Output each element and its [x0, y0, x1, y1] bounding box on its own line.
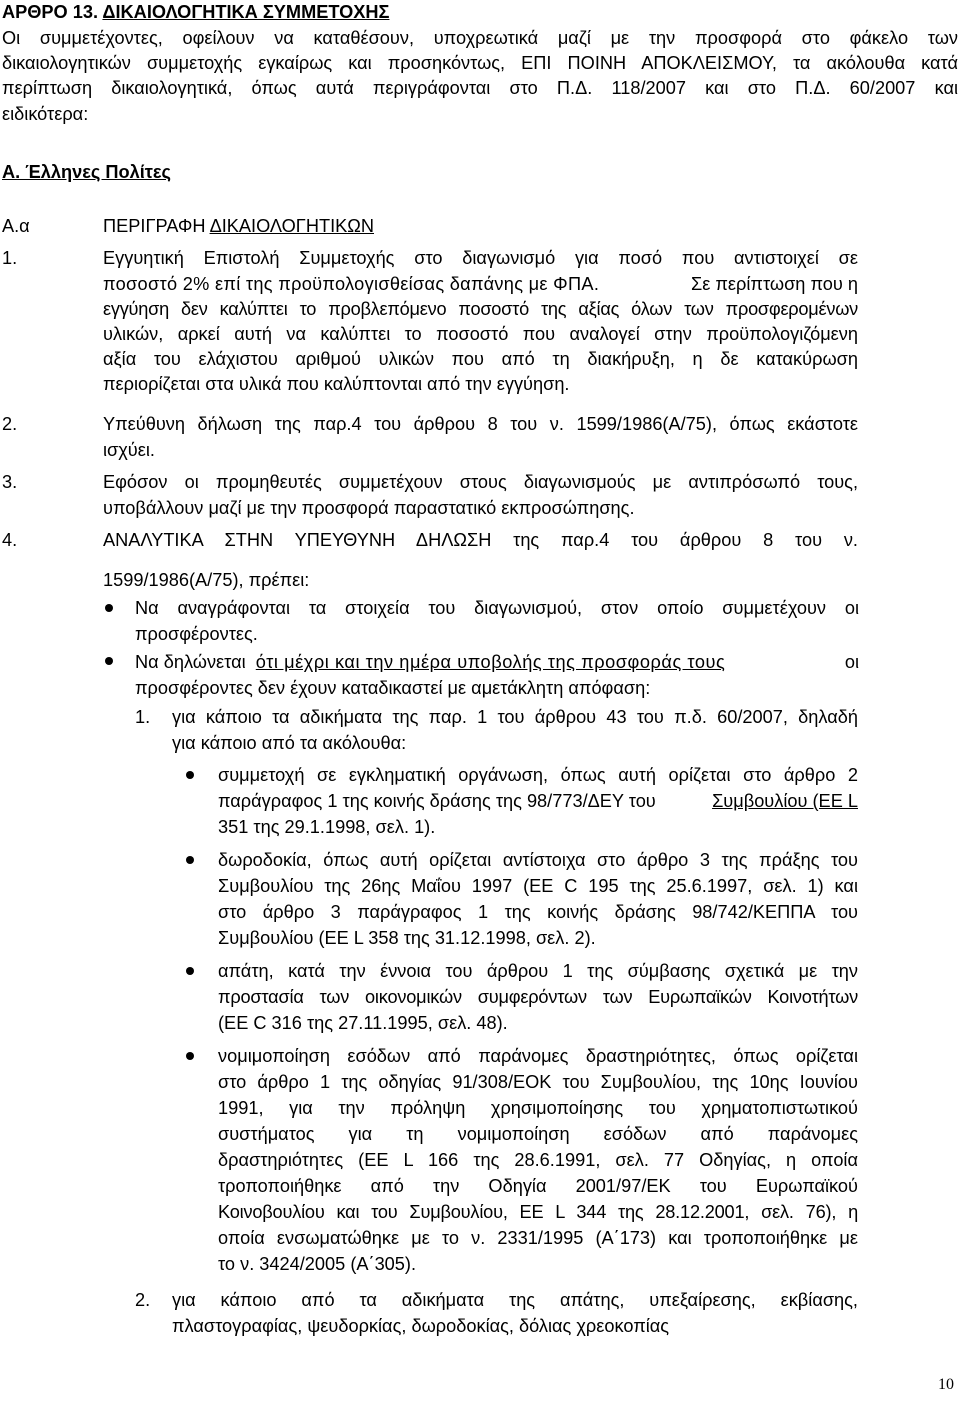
- item-1-line-4: υλικών, αρκεί αυτή να καλύπτει το ποσοστό που αναλογεί στην προϋπολογιζόμενη: [103, 324, 858, 344]
- sub-1-line-1: για κάποιο τα αδικήματα της παρ. 1 του άρθρου 43 του π.δ. 60/2007, δηλαδή: [172, 707, 858, 727]
- sub-2-line-1: για κάποιο από τα αδικήματα της απάτης, υπεξαίρεσης, εκβίασης,: [172, 1290, 858, 1310]
- item-1-line-5: αξία του ελάχιστου αριθμού υλικών που από τη διακήρυξη, η δε κατακύρωση: [103, 349, 858, 369]
- subbullet-1-line-2: [218, 789, 858, 813]
- item-2-number: 2.: [2, 414, 18, 434]
- bullet-2-emphasis: ότι μέχρι και την ημέρα υποβολής της προσφοράς τους: [255, 652, 726, 672]
- item-3-line-2: υποβάλλουν μαζί με την προσφορά παραστατικό εκπροσώπησης.: [103, 498, 635, 518]
- item-1-line-3: εγγύηση δεν καλύπτει το προβλεπόμενο ποσοστό της αξίας όλων των προσφερομένων: [103, 299, 858, 319]
- subbullet-2-line-1: δωροδοκία, όπως αυτή ορίζεται αντίστοιχα στο άρθρο 3 της πράξης του: [218, 850, 858, 870]
- item-2-line-1: Υπεύθυνη δήλωση της παρ.4 του άρθρου 8 του ν. 1599/1986(Α/75), όπως εκάστοτε: [103, 414, 858, 434]
- intro-line-3: περίπτωση δικαιολογητικά, όπως αυτά περιγράφονται στο Π.Δ. 118/2007 και στο Π.Δ. 60/2007 και: [2, 78, 958, 98]
- bullet-1-line-2: προσφέροντες.: [135, 624, 258, 644]
- item-1-line-2: [103, 272, 858, 296]
- article-heading: [2, 0, 389, 24]
- bullet-dot-icon: [186, 771, 194, 779]
- subbullet-2-line-3: στο άρθρο 3 παράγραφος 1 της κοινής δράσης 98/742/ΚΕΠΠΑ του: [218, 902, 858, 922]
- subbullet-3-line-1: απάτη, κατά την έννοια του άρθρου 1 της σύμβασης σχετικά με την: [218, 961, 858, 981]
- subbullet-4-line-1: νομιμοποίηση εσόδων από παράνομες δραστηριότητες, όπως ορίζεται: [218, 1046, 858, 1066]
- sub-1-line-2: για κάποιο από τα ακόλουθα:: [172, 733, 407, 753]
- item-4-number: 4.: [2, 530, 18, 550]
- article-number: ΑΡΘΡΟ 13.: [2, 2, 99, 22]
- bullet-2-line-1: [135, 650, 859, 674]
- subbullet-1-line-1: συμμετοχή σε εγκληματική οργάνωση, όπως αυτή ορίζεται στο άρθρο 2: [218, 765, 858, 785]
- intro-line-4: ειδικότερα:: [2, 104, 89, 124]
- bullet-dot-icon: [105, 657, 113, 665]
- subbullet-1-line-2a: παράγραφος 1 της κοινής δράσης της 98/773/ΔΕΥ του: [218, 791, 656, 811]
- column-title-rest: ΔΙΚΑΙΟΛΟΓΗΤΙΚΩΝ: [209, 216, 374, 236]
- subbullet-4-line-6: τροποποιήθηκε από την Οδηγία 2001/97/ΕΚ του Ευρωπαϊκού: [218, 1176, 858, 1196]
- intro-line-1: Οι συμμετέχοντες, οφείλουν να καταθέσουν, υποχρεωτικά μαζί με την προσφορά στο φάκελο των: [2, 28, 958, 48]
- bullet-dot-icon: [105, 604, 113, 612]
- subbullet-1-line-2u: Συμβουλίου (ΕΕ L: [712, 791, 858, 811]
- column-code: Α.α: [2, 216, 30, 236]
- bullet-2-line-1a: Να δηλώνεται: [135, 652, 246, 672]
- subbullet-4-line-4: συστήματος για τη νομιμοποίηση εσόδων από παράνομες: [218, 1124, 858, 1144]
- bullet-2-line-1b: οι: [844, 652, 859, 672]
- column-title: [103, 214, 374, 238]
- subbullet-2-line-2: Συμβουλίου της 26ης Μαΐου 1997 (ΕΕ C 195 της 25.6.1997, σελ. 1) και: [218, 876, 858, 896]
- subbullet-4-line-2: στο άρθρο 1 της οδηγίας 91/308/ΕΟΚ του Συμβουλίου, της 10ης Ιουνίου: [218, 1072, 858, 1092]
- item-1-line-2a: ποσοστό 2% επί της προϋπολογισθείσας δαπάνης με ΦΠΑ.: [103, 274, 600, 294]
- bullet-dot-icon: [186, 1052, 194, 1060]
- subbullet-3-line-3: (ΕΕ C 316 της 27.11.1995, σελ. 48).: [218, 1013, 508, 1033]
- section-title: Α. Έλληνες Πολίτες: [2, 162, 171, 182]
- subbullet-4-line-7: Κοινοβουλίου και του Συμβουλίου, ΕΕ L 344 της 28.12.2001, σελ. 76), η: [218, 1202, 858, 1222]
- item-3-line-1: Εφόσον οι προμηθευτές συμμετέχουν στους διαγωνισμούς με αντιπρόσωπό τους,: [103, 472, 858, 492]
- bullet-dot-icon: [186, 967, 194, 975]
- subbullet-4-line-9: το ν. 3424/2005 (Α΄305).: [218, 1254, 417, 1274]
- sub-2-line-2: πλαστογραφίας, ψευδορκίας, δωροδοκίας, δόλιας χρεοκοπίας: [172, 1316, 670, 1336]
- sub-1-number: 1.: [135, 707, 151, 727]
- sub-2-number: 2.: [135, 1290, 151, 1310]
- bullet-2-line-2: προσφέροντες δεν έχουν καταδικαστεί με αμετάκλητη απόφαση:: [135, 678, 651, 698]
- subbullet-4-line-5: δραστηριότητες (ΕΕ L 166 της 28.6.1991, σελ. 77 Οδηγίας, η οποία: [218, 1150, 858, 1170]
- subbullet-2-line-4: Συμβουλίου (ΕΕ L 358 της 31.12.1998, σελ. 2).: [218, 928, 596, 948]
- item-4-line-2: 1599/1986(Α/75), πρέπει:: [103, 570, 310, 590]
- column-title-prefix: ΠΕΡΙΓΡΑΦΗ: [103, 216, 206, 236]
- subbullet-4-line-3: 1991, για την πρόληψη χρησιμοποίησης του χρηματοπιστωτικού: [218, 1098, 858, 1118]
- item-4-line-1: ΑΝΑΛΥΤΙΚΑ ΣΤΗΝ ΥΠΕΥΘΥΝΗ ΔΗΛΩΣΗ της παρ.4 του άρθρου 8 του ν.: [103, 530, 858, 550]
- item-2-line-2: ισχύει.: [103, 440, 155, 460]
- item-1-line-6: περιορίζεται στα υλικά που καλύπτονται από την εγγύηση.: [103, 374, 570, 394]
- subbullet-1-line-3: 351 της 29.1.1998, σελ. 1).: [218, 817, 436, 837]
- bullet-dot-icon: [186, 856, 194, 864]
- page-number: 10: [938, 1376, 954, 1393]
- intro-line-2: δικαιολογητικών συμμετοχής εγκαίρως και προσηκόντως, ΕΠΙ ΠΟΙΝΗ ΑΠΟΚΛΕΙΣΜΟΥ, τα ακόλουθα κατά: [2, 53, 958, 73]
- subbullet-3-line-2: προστασία των οικονομικών συμφερόντων των Ευρωπαϊκών Κοινοτήτων: [218, 987, 858, 1007]
- subbullet-4-line-8: οποία ενσωματώθηκε με το ν. 2331/1995 (Α΄173) και τροποποιήθηκε με: [218, 1228, 858, 1248]
- item-3-number: 3.: [2, 472, 18, 492]
- item-1-line-1: Εγγυητική Επιστολή Συμμετοχής στο διαγωνισμό για ποσό που αντιστοιχεί σε: [103, 248, 858, 268]
- article-title: ΔΙΚΑΙΟΛΟΓΗΤΙΚΑ ΣΥΜΜΕΤΟΧΗΣ: [102, 2, 390, 22]
- bullet-1-line-1: Να αναγράφονται τα στοιχεία του διαγωνισμού, στον οποίο συμμετέχουν οι: [135, 598, 859, 618]
- item-1-line-2b: Σε περίπτωση που η: [690, 274, 858, 294]
- item-1-number: 1.: [2, 248, 18, 268]
